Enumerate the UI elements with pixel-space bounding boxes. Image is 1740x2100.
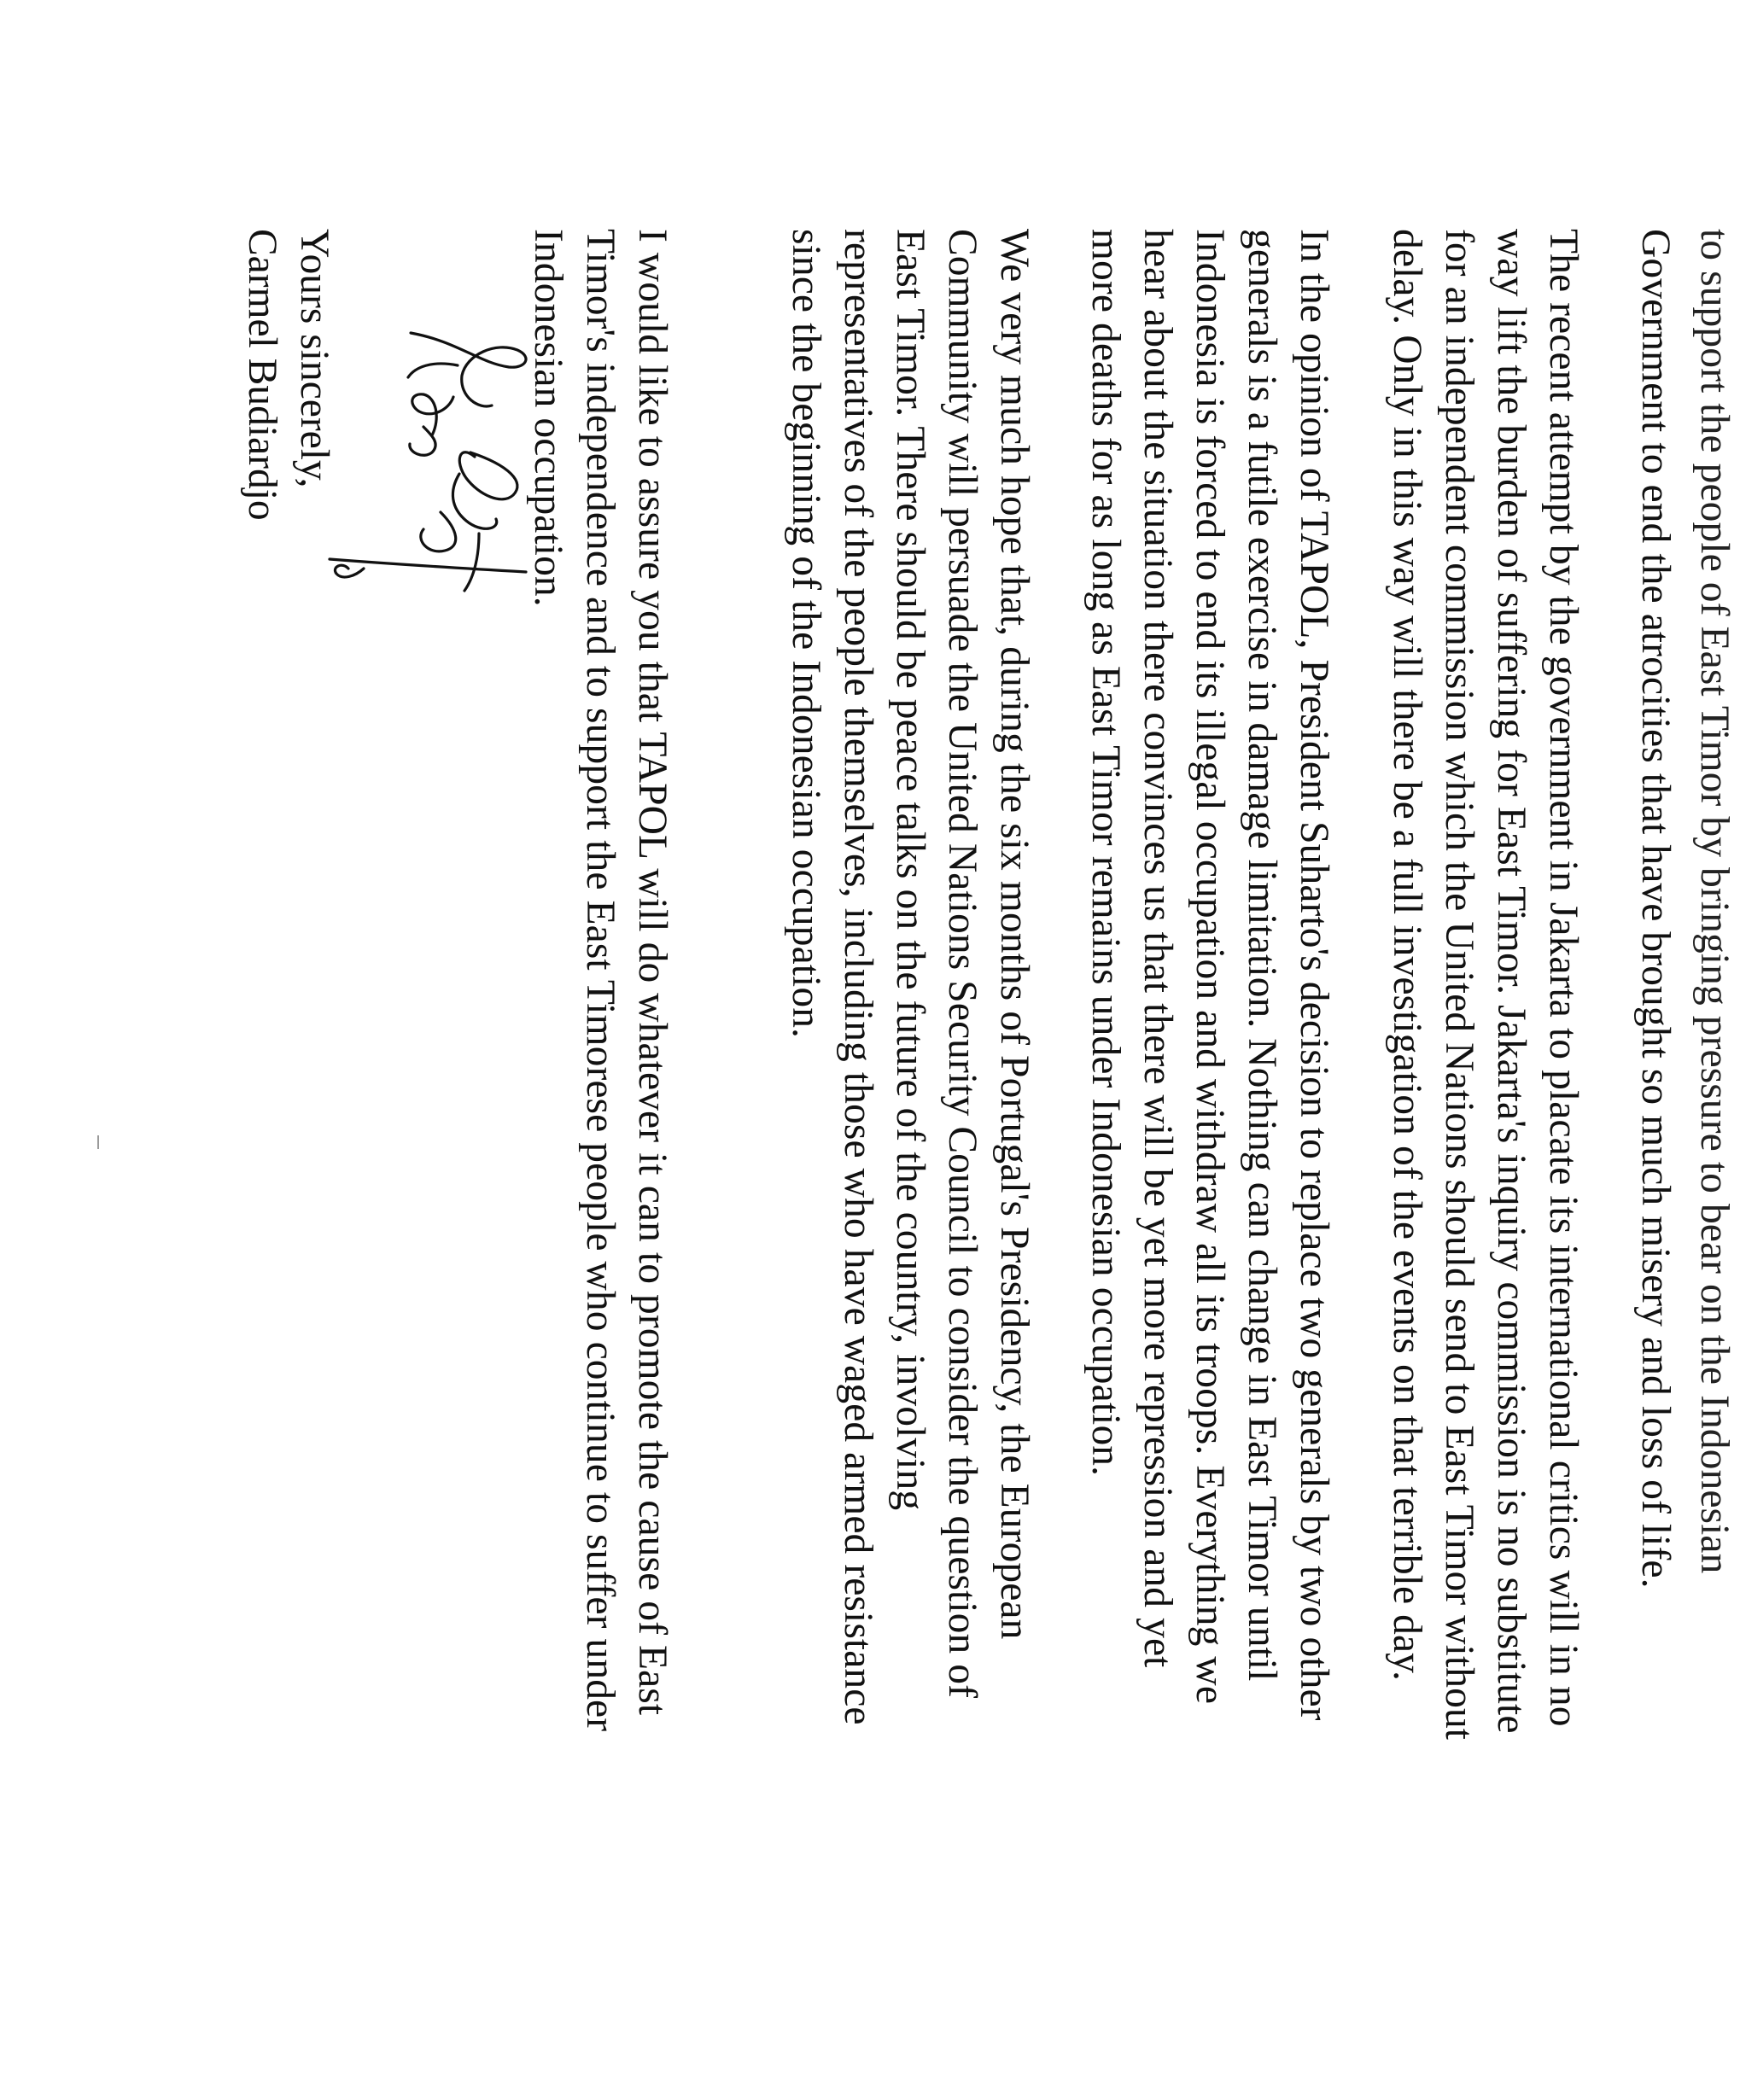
paragraph-european-community: [779, 229, 1040, 1740]
paragraph-tapol-opinion: [1079, 229, 1340, 1740]
paragraph-line: delay. Only in this way will there be a full investigation of the events on that terrible day.: [1385, 229, 1429, 1681]
handwritten-signature: [304, 316, 560, 598]
signatory-name: Carmel Budiardjo: [240, 229, 284, 521]
paragraph-line: We very much hope that, during the six months of Portugal's Presidency, the European: [992, 229, 1036, 1640]
scan-speck: [97, 1135, 99, 1149]
paragraph-line: I would like to assure you that TAPOL will do whatever it can to promote the cause of East: [630, 229, 674, 1716]
paragraph-line: Indonesia is forced to end its illegal occupation and withdraw all its troops. Everything we: [1188, 229, 1232, 1705]
paragraph-line: The recent attempt by the government in Jakarta to placate its international critics will in no: [1541, 229, 1585, 1727]
paragraph-inquiry-commission: [1381, 229, 1589, 1740]
paragraph-line: generals is a futile exercise in damage limitation. Nothing can change in East Timor until: [1240, 229, 1284, 1682]
paragraph-line: Indonesian occupation.: [526, 229, 570, 607]
paragraph-line: In the opinion of TAPOL, President Suharto's decision to replace two generals by two other: [1292, 229, 1336, 1721]
paragraph-line: Timor's independence and to support the East Timorese people who continue to suffer under: [578, 229, 622, 1732]
paragraph-line: representatives of the people themselves, including those who have waged armed resistance: [836, 229, 880, 1725]
paragraph-government-atrocities: [1629, 229, 1681, 1740]
paragraph-line: Community will persuade the United Nations Security Council to consider the question of: [940, 229, 984, 1699]
partial-cut-off-line: [1687, 229, 1737, 1740]
paragraph-line: East Timor. There should be peace talks on the future of the country, involving: [888, 229, 932, 1511]
paragraph-line: for an independent commission which the United Nations should send to East Timor without: [1437, 229, 1481, 1741]
paragraph-line: hear about the situation there convinces us that there will be yet more repression and yet: [1136, 229, 1180, 1668]
partial-line-text: to support the people of East Timor by bringing pressure to bear on the Indonesian: [1692, 229, 1737, 1574]
paragraph-line: way lift the burden of suffering for East Timor. Jakarta's inquiry commission is no substitute: [1489, 229, 1533, 1734]
closing-salutation: Yours sincerely,: [292, 229, 336, 488]
paragraph-line: more deaths for as long as East Timor remains under Indonesian occupation.: [1083, 229, 1128, 1477]
paragraph-line: since the beginning of the Indonesian occupation.: [784, 229, 828, 1039]
paragraph-line: Government to end the atrocities that have brought so much misery and loss of life.: [1633, 229, 1678, 1589]
